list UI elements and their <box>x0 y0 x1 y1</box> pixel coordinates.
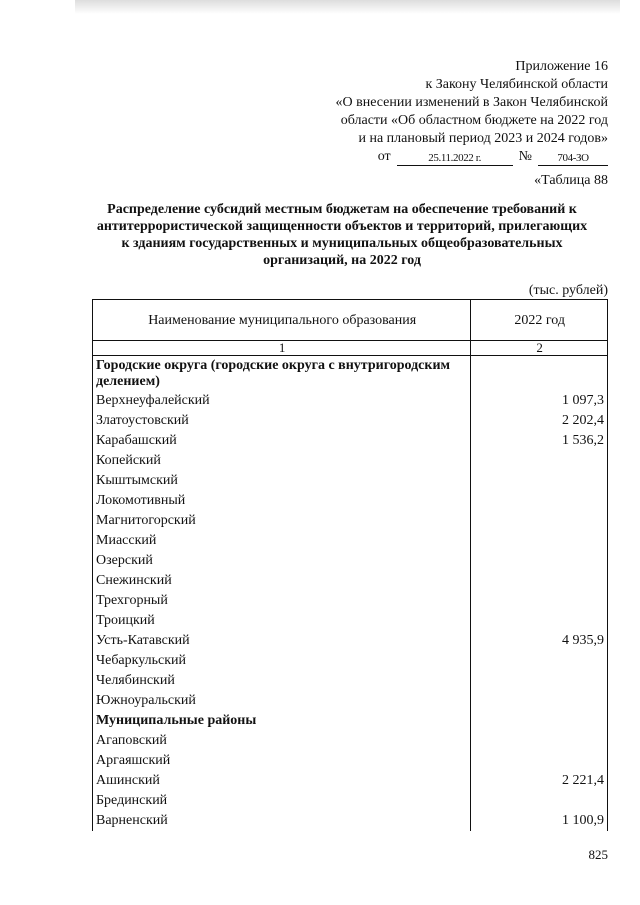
header-line: «О внесении изменений в Закон Челябинской <box>335 95 608 110</box>
group-title: Муниципальные районы <box>93 711 471 731</box>
subsidy-amount: 1 100,9 <box>471 811 608 831</box>
subsidy-amount <box>471 731 608 751</box>
municipality-name: Трехгорный <box>93 591 471 611</box>
subsidy-amount: 1 097,3 <box>471 391 608 411</box>
subsidy-amount: 2 202,4 <box>471 411 608 431</box>
group-title: Городские округа (городские округа с внутригородским делением) <box>93 356 471 392</box>
table-row <box>93 611 608 631</box>
table-row <box>93 431 608 451</box>
table-body <box>93 356 608 832</box>
table-row <box>93 411 608 431</box>
table-row <box>93 551 608 571</box>
table-row <box>93 731 608 751</box>
table-row <box>93 591 608 611</box>
subsidy-amount <box>471 791 608 811</box>
subsidy-amount <box>471 671 608 691</box>
header-line: области «Об областном бюджете на 2022 год <box>340 113 608 128</box>
subsidy-amount <box>471 751 608 771</box>
municipality-name: Верхнеуфалейский <box>93 391 471 411</box>
subsidy-amount <box>471 531 608 551</box>
law-date-number <box>288 148 608 166</box>
municipality-name: Озерский <box>93 551 471 571</box>
appendix-header <box>288 58 608 166</box>
municipality-name: Миасский <box>93 531 471 551</box>
from-label: от <box>377 149 391 164</box>
header-line: к Закону Челябинской области <box>425 77 608 92</box>
table-row <box>93 651 608 671</box>
subsidy-amount <box>471 691 608 711</box>
table-row <box>93 391 608 411</box>
subsidy-amount: 2 221,4 <box>471 771 608 791</box>
table-row <box>93 491 608 511</box>
table-row <box>93 631 608 651</box>
municipality-name: Снежинский <box>93 571 471 591</box>
municipality-name: Брединский <box>93 791 471 811</box>
municipality-name: Ашинский <box>93 771 471 791</box>
subsidy-table <box>92 299 608 831</box>
subsidy-amount <box>471 451 608 471</box>
group-header-row <box>93 356 608 392</box>
table-row <box>93 571 608 591</box>
units-label: (тыс. рублей) <box>528 283 608 298</box>
municipality-name: Южноуральский <box>93 691 471 711</box>
col-number: 2 <box>471 341 608 356</box>
header-line: Приложение 16 <box>515 59 608 74</box>
col-name-header: Наименование муниципального образования <box>93 300 471 341</box>
group-value <box>471 711 608 731</box>
subsidy-amount <box>471 651 608 671</box>
municipality-name: Копейский <box>93 451 471 471</box>
municipality-name: Агаповский <box>93 731 471 751</box>
table-row <box>93 671 608 691</box>
document-title: Распределение субсидий местным бюджетам на обеспечение требований к антитеррористической защищенности объектов и территорий, прилегающих к зданиям государственных и муниципальных общеобразовательных организаций, на 2022 год <box>96 202 588 268</box>
law-number: 704-ЗО <box>538 151 608 166</box>
subsidy-amount <box>471 511 608 531</box>
municipality-name: Усть-Катавский <box>93 631 471 651</box>
table-row <box>93 451 608 471</box>
group-value <box>471 356 608 392</box>
subsidy-amount <box>471 551 608 571</box>
municipality-name: Троицкий <box>93 611 471 631</box>
header-line: и на плановый период 2023 и 2024 годов» <box>358 131 608 146</box>
table-row <box>93 751 608 771</box>
table-row <box>93 531 608 551</box>
page-number: 825 <box>588 847 608 862</box>
table-row <box>93 691 608 711</box>
table-row <box>93 771 608 791</box>
subsidy-amount <box>471 611 608 631</box>
municipality-name: Челябинский <box>93 671 471 691</box>
table-row <box>93 791 608 811</box>
col-number: 1 <box>93 341 471 356</box>
col-year-header: 2022 год <box>471 300 608 341</box>
municipality-name: Локомотивный <box>93 491 471 511</box>
table-number: «Таблица 88 <box>534 173 608 188</box>
table-row <box>93 811 608 831</box>
municipality-name: Кыштымский <box>93 471 471 491</box>
number-sign: № <box>518 149 532 164</box>
subsidy-amount <box>471 591 608 611</box>
municipality-name: Варненский <box>93 811 471 831</box>
subsidy-amount <box>471 571 608 591</box>
municipality-name: Аргаяшский <box>93 751 471 771</box>
subsidy-amount <box>471 491 608 511</box>
table-row <box>93 471 608 491</box>
municipality-name: Магнитогорский <box>93 511 471 531</box>
law-date: 25.11.2022 г. <box>397 151 513 166</box>
scan-artifact <box>75 0 620 14</box>
subsidy-amount <box>471 471 608 491</box>
municipality-name: Златоустовский <box>93 411 471 431</box>
group-header-row <box>93 711 608 731</box>
table-row <box>93 511 608 531</box>
subsidy-amount: 4 935,9 <box>471 631 608 651</box>
municipality-name: Карабашский <box>93 431 471 451</box>
subsidy-amount: 1 536,2 <box>471 431 608 451</box>
municipality-name: Чебаркульский <box>93 651 471 671</box>
